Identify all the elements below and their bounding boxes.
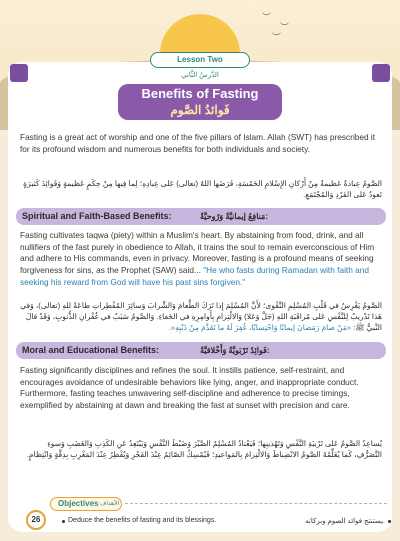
- corner-ornament: [10, 64, 28, 82]
- spiritual-body: Fasting cultivates taqwa (piety) within a Muslim's heart. By abstaining from food, drink, and all nullifiers of the fast purely in obedience to Allah, it trains the soul to remain everconscious of Him and adhere to His commands, even in privacy. Moreover, fasting is a profound means of seeking forgiveness for sins, as the Prophet (SAW) said...: [20, 230, 375, 276]
- intro-paragraph-arabic: الصَّومُ عِبادةٌ عَظيمةٌ مِنْ أَرْكانِ الإِسْلامِ الخَمْسَةِ، فَرَضَها اللهُ (تعالى) عَلى عِبادِهِ؛ لِما فِيها مِنْ حِكَمٍ عَظيمةٍ وَفَوائِدَ كَثيرَةٍ تَعودُ عَلى الفَرْدِ وَالمُجْتَمَعِ.: [23, 179, 382, 199]
- moral-paragraph: Fasting significantly disciplines and refines the soul. It instills patience, self-restraint, and encourages avoidance of undesirable behaviors like lying, anger, and inappropriate conduct. Furthermore, fasting teaches unwavering self-discipline and adherence to precise timings, exemplified by abstaining at dawn and breaking the fast at sunset with precision and care.: [20, 365, 359, 411]
- section-heading-spiritual: Spiritual and Faith-Based Benefits:: [22, 211, 172, 221]
- bullet-icon: [388, 520, 391, 523]
- page-number: 26: [26, 510, 46, 530]
- objectives-label: Objectives: [58, 499, 99, 508]
- lesson-label: Lesson Two: [150, 52, 250, 68]
- page-title-arabic: فَوائدُ الصَّوم: [170, 103, 230, 117]
- section-heading-spiritual-arabic: مَنافِعُ إيمانيَّةٌ وَرُوحيَّةٌ:: [200, 212, 269, 221]
- bird-icon: ︶: [272, 32, 282, 42]
- bullet-icon: [62, 520, 65, 523]
- intro-paragraph: Fasting is a great act of worship and one of the five pillars of Islam. Allah (SWT) has prescribed it for its profound wisdom and numerous benefits for both individuals and society.: [20, 132, 376, 154]
- section-heading-moral-arabic: فَوائِدُ تَرْبَويَّةٌ وَأَخْلاقيَّةٌ:: [200, 346, 270, 355]
- hadith-quote-arabic: «مَنْ صامَ رَمَضانَ إيمانًا وَاحْتِسابًا، غُفِرَ لَهُ ما تَقَدَّمَ مِنْ ذَنْبِهِ».: [168, 323, 352, 332]
- corner-ornament: [372, 64, 390, 82]
- objectives-label-arabic: الأهداف: [100, 501, 120, 507]
- bird-icon: ︶: [262, 12, 272, 22]
- objective-item: Deduce the benefits of fasting and its blessings.: [68, 517, 217, 524]
- section-heading-moral: Moral and Educational Benefits:: [22, 345, 160, 355]
- spiritual-paragraph: [20, 230, 382, 289]
- spiritual-body-arabic: الصَّومُ يَغْرِسُ في قَلْبِ المُسْلِمِ التَّقْوى؛ لأَنَّ المُسْلِمَ إِذا تَرَكَ الطَّعامَ وَالشَّرابَ وَسائِرَ المُفْطِراتِ طاعَةً للهِ (تعالى)، وَفي هَذا تَدْريبٌ لِلنَّفْسِ عَلى مُراقَبَةِ اللهِ (جَلَّ وَعَلا) وَالالْتِزامِ بِأَوامِرِهِ في الخَفاءِ. وَالصَّومُ سَبَبٌ في غُفْرانِ الذُّنوبِ، وَقَدْ قالَ النَّبيُّ ﷺ:: [20, 301, 382, 332]
- lesson-label-arabic: الدَّرسُ الثَّاني: [181, 72, 219, 79]
- divider: [125, 503, 387, 504]
- objective-item-arabic: يستنتج فوائد الصوم وبركاته.: [305, 518, 385, 525]
- bird-icon: ︶: [280, 22, 290, 32]
- page-title: Benefits of Fasting: [141, 86, 259, 101]
- moral-paragraph-arabic: يُساعِدُ الصَّومُ عَلى تَرْبيَةِ النَّفْسِ وَتَهْذيبِها؛ فَيَعْتادُ المُسْلِمُ الصَّبْرَ وَضَبْطَ النَّفْسِ وَيَبْتَعِدُ عَنِ الكَذِبِ وَالغَضَبِ وَسوءِ التَّصَرُّفِ، كَما يُعَلِّمُهُ الصَّومُ الانْضِباطَ وَالالْتِزامَ بِالمَواعيدِ؛ فَيُمْسِكُ الصّائِمُ عِنْدَ الفَجْرِ وَيُفْطِرُ عِنْدَ المَغْرِبِ بِدِقَّةٍ وَانْتِظامٍ.: [26, 439, 382, 459]
- spiritual-paragraph-arabic: [20, 300, 382, 333]
- hadith-quote: "He who fasts during Ramadan with faith and seeking his reward from God will have his past sins forgiven.": [20, 265, 369, 287]
